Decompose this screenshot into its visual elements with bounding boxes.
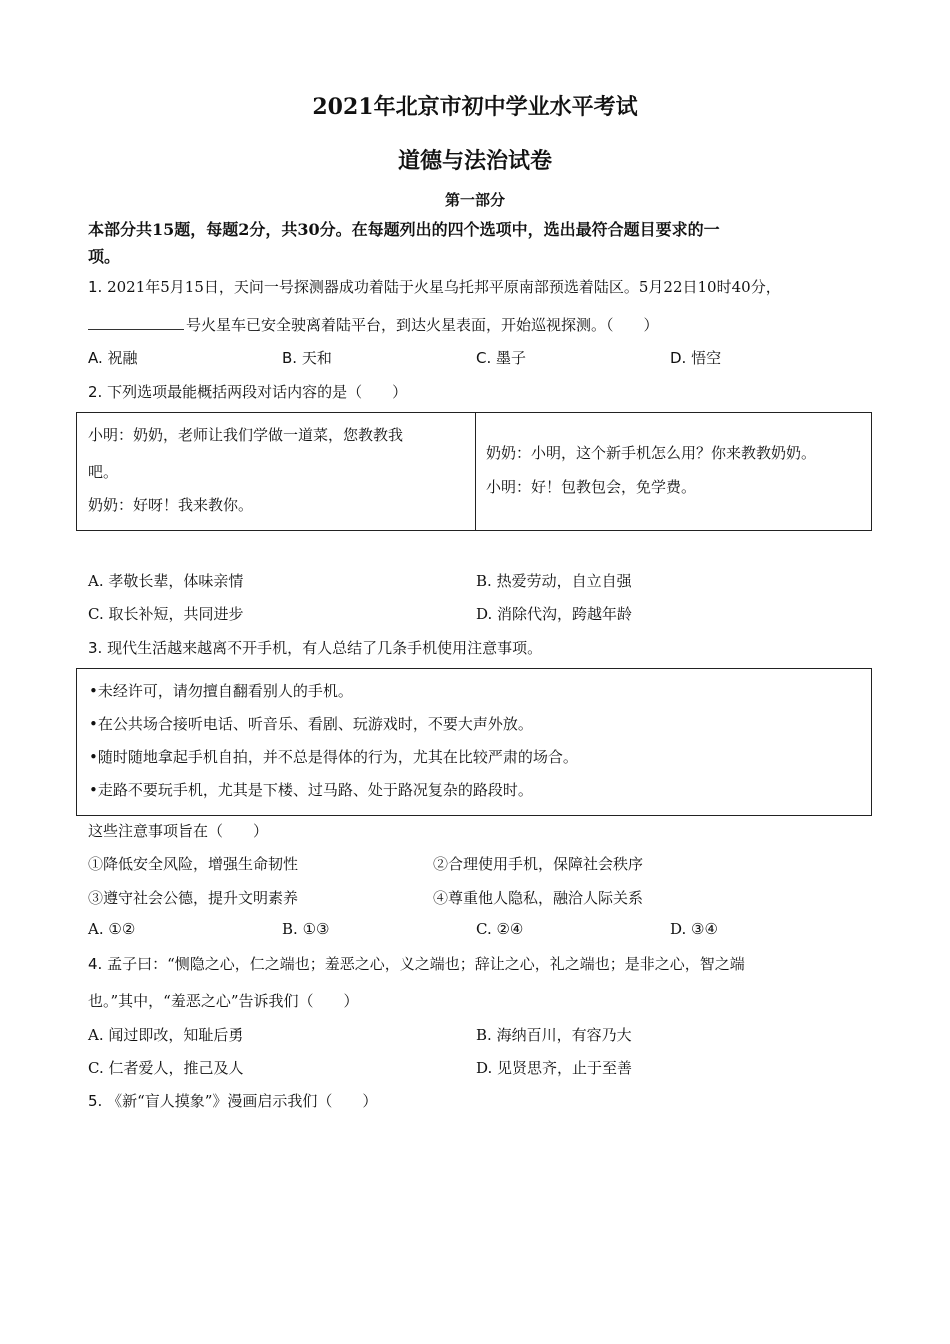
dialogue-right-line-2: 小明：好！包教包会，免学费。: [486, 478, 697, 496]
dialogue-left-line-2: 吧。: [88, 463, 119, 481]
phone-tips-box: [76, 668, 872, 816]
question-2-option-b: B. 热爱劳动，自立自强: [476, 572, 632, 590]
question-3-stem-text: 现代生活越来越离不开手机，有人总结了几条手机使用注意事项。: [102, 639, 543, 657]
dialogue-right-cell: [475, 413, 871, 530]
question-5-stem-text: 《新“盲人摸象”》漫画启示我们（ ）: [102, 1092, 378, 1110]
question-3-option-c: C. ②④: [476, 920, 524, 938]
statement-3: ③遵守社会公德，提升文明素养: [88, 889, 299, 907]
question-3-option-a: A. ①②: [88, 920, 136, 938]
question-2-option-d: D. 消除代沟，跨越年龄: [476, 605, 633, 623]
dialogue-table: [76, 412, 872, 531]
dialogue-right-line-1: 奶奶：小明，这个新手机怎么用？你来教教奶奶。: [486, 444, 817, 462]
question-3-option-d: D. ③④: [670, 920, 718, 938]
question-5-stem: [88, 1090, 377, 1111]
question-4-stem-line-2: 也。”其中，“羞恶之心”告诉我们（ ）: [88, 992, 359, 1010]
question-2-stem-text: 下列选项最能概括两段对话内容的是（ ）: [102, 383, 408, 401]
question-4-option-a: A. 闻过即改，知耻后勇: [88, 1026, 244, 1044]
exam-title: 2021年北京市初中学业水平考试: [312, 94, 638, 120]
question-2-option-c: C. 取长补短，共同进步: [88, 605, 244, 623]
question-1-stem-text-2: 号火星车已安全驶离着陆平台，到达火星表面，开始巡视探测。（ ）: [186, 316, 659, 334]
tip-item: •走路不要玩手机，尤其是下楼、过马路、处于路况复杂的路段时。: [89, 781, 533, 799]
question-1-stem-text: 2021年5月15日，天问一号探测器成功着陆于火星乌托邦平原南部预选着陆区。5月22日10时40分，: [102, 278, 781, 296]
question-1-stem-line-2: [88, 314, 659, 335]
question-3-stem: [88, 637, 542, 658]
statement-2: ②合理使用手机，保障社会秩序: [433, 855, 644, 873]
answer-blank: [88, 315, 184, 330]
dialogue-left-line-3: 奶奶：好呀！我来教你。: [88, 496, 254, 514]
question-3-purpose: 这些注意事项旨在（ ）: [88, 822, 269, 840]
dialogue-left-line-1: 小明：奶奶，老师让我们学做一道菜，您教教我: [88, 426, 404, 444]
dialogue-left-cell: [77, 413, 475, 530]
tip-item: •未经许可，请勿擅自翻看别人的手机。: [89, 682, 353, 700]
question-2-stem: [88, 381, 407, 402]
question-4-stem-text: 孟子曰：“恻隐之心，仁之端也；羞恶之心，义之端也；辞让之心，礼之端也；是非之心，智之端: [102, 955, 745, 973]
instruction-line-1: 本部分共15题，每题2分，共30分。在每题列出的四个选项中，选出最符合题目要求的一: [88, 220, 720, 239]
statement-4: ④尊重他人隐私，融洽人际关系: [433, 889, 644, 907]
question-1-option-a: A. 祝融: [88, 349, 138, 367]
question-3-number: 3.: [88, 639, 103, 657]
question-1-option-d: D. 悟空: [670, 349, 722, 367]
exam-subtitle: 道德与法治试卷: [397, 148, 552, 174]
question-1-stem-line-1: [88, 276, 781, 297]
question-3-option-b: B. ①③: [282, 920, 330, 938]
question-1-option-b: B. 天和: [282, 349, 332, 367]
question-2-option-a: A. 孝敬长辈，体味亲情: [88, 572, 244, 590]
tip-item: •在公共场合接听电话、听音乐、看剧、玩游戏时，不要大声外放。: [89, 715, 533, 733]
question-5-number: 5.: [88, 1092, 103, 1110]
question-4-number: 4.: [88, 955, 103, 973]
question-2-number: 2.: [88, 383, 103, 401]
tip-item: •随时随地拿起手机自拍，并不总是得体的行为，尤其在比较严肃的场合。: [89, 748, 578, 766]
question-1-number: 1.: [88, 278, 103, 296]
question-1-option-c: C. 墨子: [476, 349, 527, 367]
instruction-line-2: 项。: [88, 247, 121, 266]
part-heading: 第一部分: [444, 191, 505, 209]
statement-1: ①降低安全风险，增强生命韧性: [88, 855, 299, 873]
question-4-stem-line-1: [88, 953, 745, 974]
question-4-option-b: B. 海纳百川，有容乃大: [476, 1026, 632, 1044]
question-4-option-c: C. 仁者爱人，推己及人: [88, 1059, 244, 1077]
question-4-option-d: D. 见贤思齐，止于至善: [476, 1059, 633, 1077]
